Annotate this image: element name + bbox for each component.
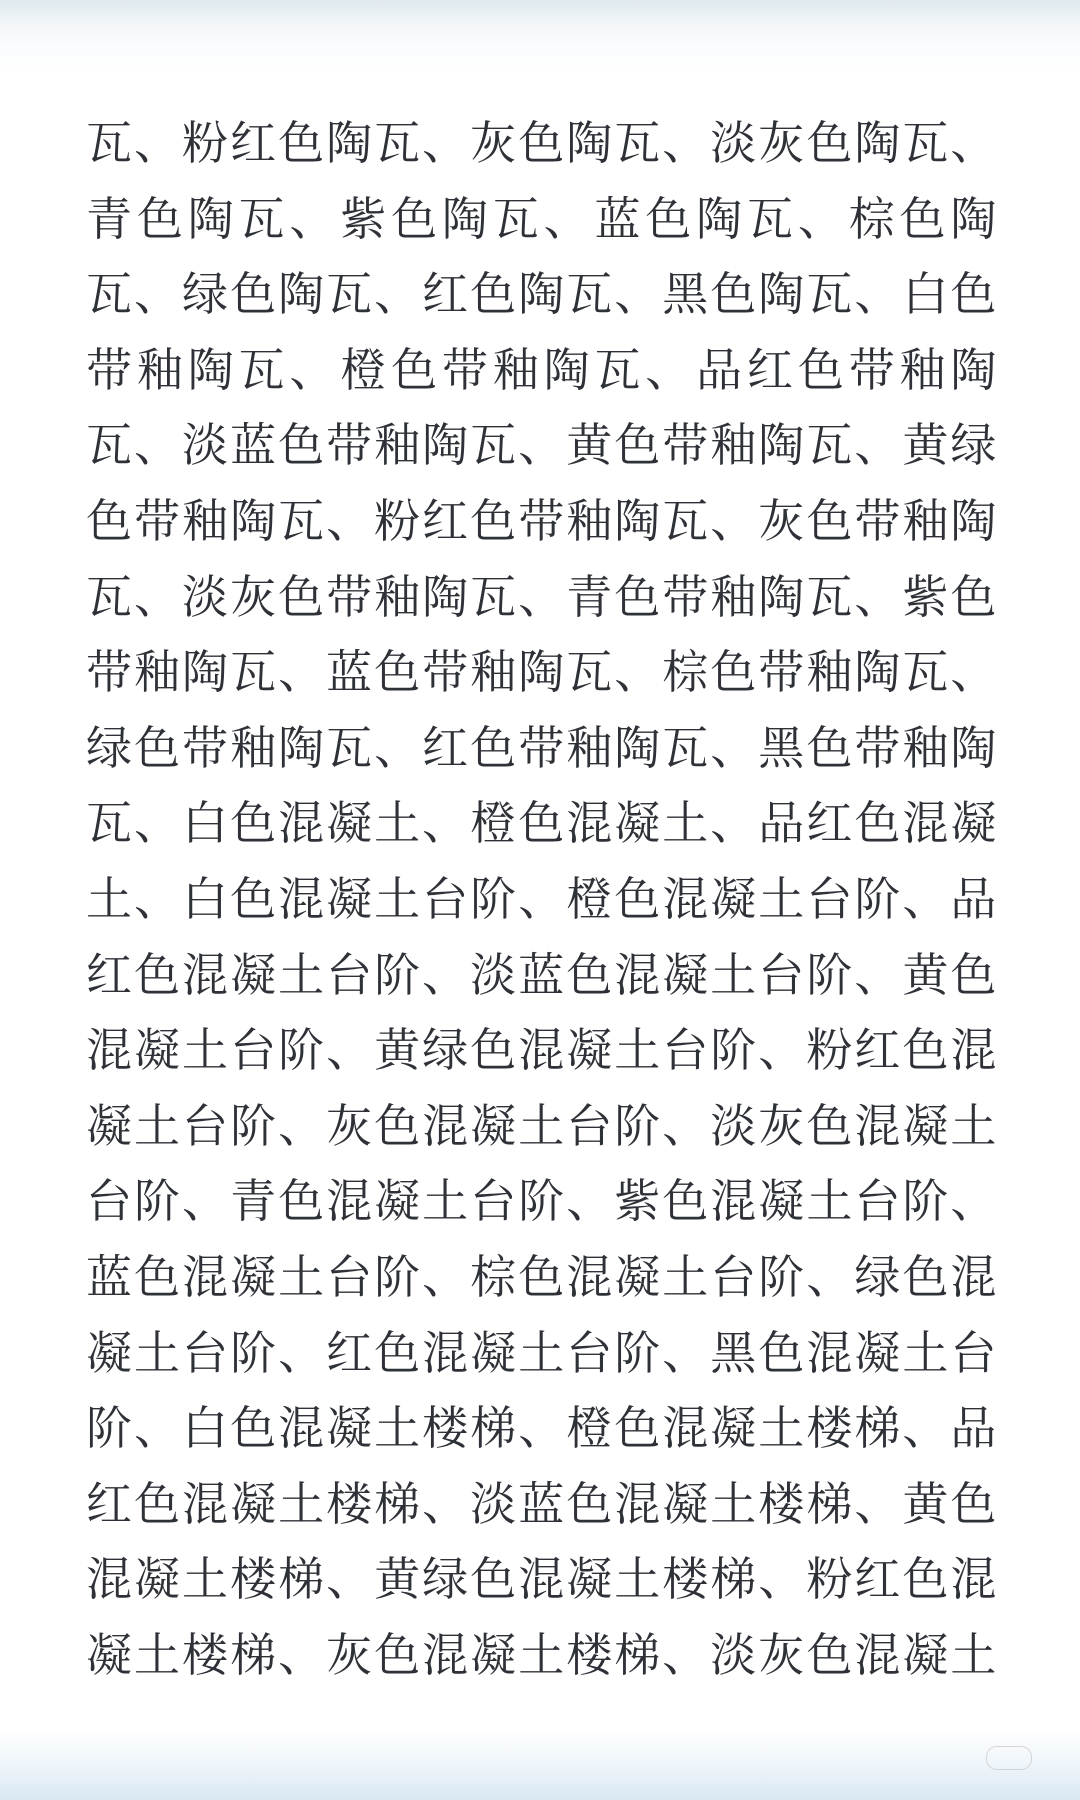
text-line: 瓦、淡蓝色带釉陶瓦、黄色带釉陶瓦、黄绿 [86,418,998,473]
text-line: 带釉陶瓦、橙色带釉陶瓦、品红色带釉陶 [86,342,998,397]
document-text-block [86,106,998,1693]
text-line: 混凝土台阶、黄绿色混凝土台阶、粉红色混 [86,1023,998,1078]
text-line: 凝土台阶、灰色混凝土台阶、淡灰色混凝土 [86,1098,998,1153]
text-line: 凝土楼梯、灰色混凝土楼梯、淡灰色混凝土 [86,1627,998,1682]
text-line: 瓦、粉红色陶瓦、灰色陶瓦、淡灰色陶瓦、 [86,116,998,170]
text-line: 瓦、绿色陶瓦、红色陶瓦、黑色陶瓦、白色 [86,267,998,322]
text-line: 阶、白色混凝土楼梯、橙色混凝土楼梯、品 [86,1401,998,1456]
text-line: 绿色带釉陶瓦、红色带釉陶瓦、黑色带釉陶 [86,720,998,775]
text-line: 土、白色混凝土台阶、橙色混凝土台阶、品 [86,871,998,926]
text-line: 带釉陶瓦、蓝色带釉陶瓦、棕色带釉陶瓦、 [86,645,998,700]
text-line: 台阶、青色混凝土台阶、紫色混凝土台阶、 [86,1174,998,1229]
text-line: 混凝土楼梯、黄绿色混凝土楼梯、粉红色混 [86,1552,998,1607]
text-line: 蓝色混凝土台阶、棕色混凝土台阶、绿色混 [86,1249,998,1304]
watermark-logo-icon [986,1746,1032,1770]
text-line: 色带釉陶瓦、粉红色带釉陶瓦、灰色带釉陶 [86,493,998,548]
text-line: 瓦、淡灰色带釉陶瓦、青色带釉陶瓦、紫色 [86,569,998,624]
text-line: 瓦、白色混凝土、橙色混凝土、品红色混凝 [86,796,998,851]
text-line: 凝土台阶、红色混凝土台阶、黑色混凝土台 [86,1325,998,1380]
text-line: 红色混凝土楼梯、淡蓝色混凝土楼梯、黄色 [86,1476,998,1531]
footer-band [0,1740,1080,1800]
text-line: 青色陶瓦、紫色陶瓦、蓝色陶瓦、棕色陶 [86,191,998,246]
text-line: 红色混凝土台阶、淡蓝色混凝土台阶、黄色 [86,947,998,1002]
